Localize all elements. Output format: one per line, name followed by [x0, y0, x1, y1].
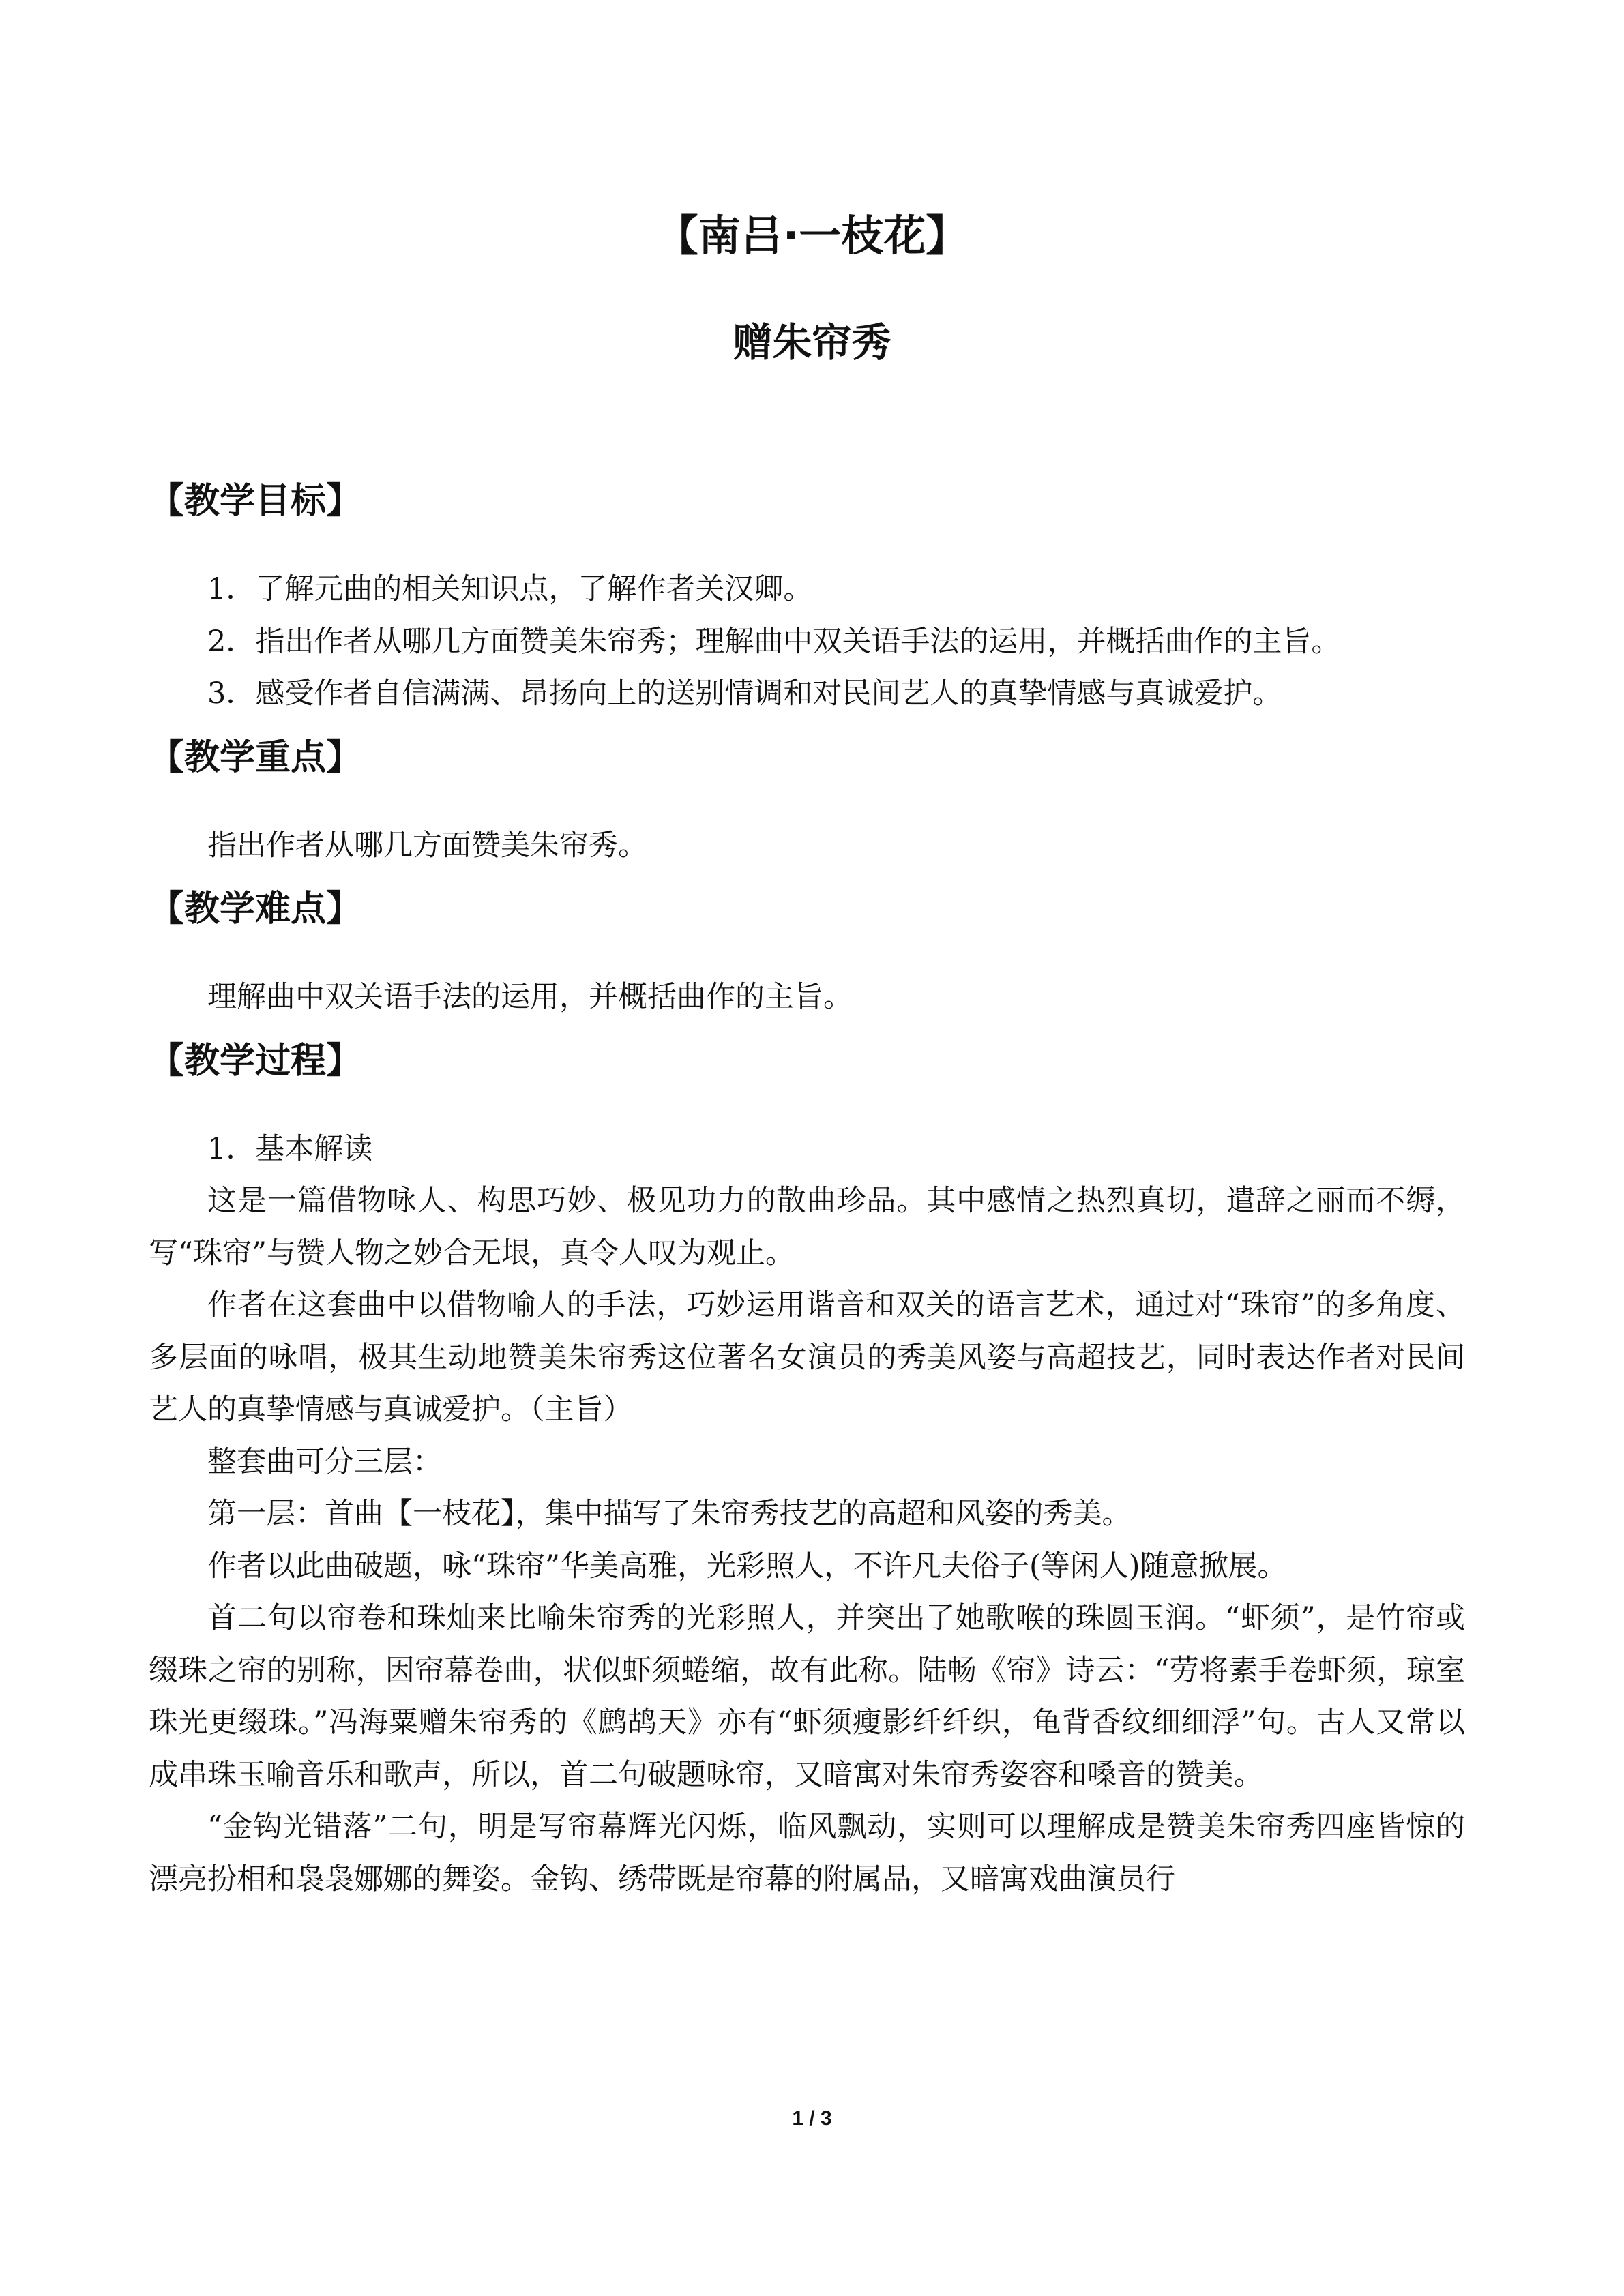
- process-paragraph: 1．基本解读: [207, 1131, 373, 1166]
- process-paragraph: 第一层：首曲【一枝花】，集中描写了朱帘秀技艺的高超和风姿的秀美。: [207, 1497, 1132, 1531]
- document-title: 【南吕·一枝花】: [655, 211, 969, 260]
- process-paragraph: 作者以此曲破题，咏“珠帘”华美高雅，光彩照人，不许凡夫俗子(等闲人)随意掀展。: [207, 1549, 1287, 1583]
- section-heading-difficulty: 【教学难点】: [149, 889, 362, 929]
- process-paragraph: “金钩光错落”二句，明是写帘幕辉光闪烁，临风飘动，实则可以理解成是赞美朱帘秀四座皆惊的漂亮扮相和袅袅娜娜的舞姿。金钩、绣带既是帘幕的附属品，又暗寓戏曲演员行: [149, 1810, 1465, 1896]
- difficulty-text: 理解曲中双关语手法的运用，并概括曲作的主旨。: [207, 980, 853, 1014]
- objective-item: 3．感受作者自信满满、昂扬向上的送别情调和对民间艺人的真挚情感与真诚爱护。: [207, 676, 1282, 711]
- page-number: 1 / 3: [792, 2107, 832, 2130]
- document-subtitle: 赠朱帘秀: [733, 319, 891, 366]
- objective-item: 2．指出作者从哪几方面赞美朱帘秀；理解曲中双关语手法的运用，并概括曲作的主旨。: [207, 624, 1341, 659]
- process-paragraph: 首二句以帘卷和珠灿来比喻朱帘秀的光彩照人，并突出了她歌喉的珠圆玉润。“虾须”，是竹帘或缀珠之帘的别称，因帘幕卷曲，状似虾须蜷缩，故有此称。陆畅《帘》诗云：“劳将素手卷虾须，琼室珠光更缀珠。”冯海粟赠朱帘秀的《鹧鸪天》亦有“虾须瘦影纤纤织，龟背香纹细细浮”句。古人又常以成串珠玉喻音乐和歌声，所以，首二句破题咏帘，又暗寓对朱帘秀姿容和嗓音的赞美。: [149, 1601, 1465, 1792]
- section-heading-key-point: 【教学重点】: [149, 736, 362, 778]
- page-edge: [0, 0, 1624, 1]
- section-heading-objectives: 【教学目标】: [149, 481, 362, 522]
- key-point-text: 指出作者从哪几方面赞美朱帘秀。: [207, 828, 647, 863]
- section-heading-process: 【教学过程】: [149, 1040, 362, 1082]
- process-paragraph: 整套曲可分三层：: [207, 1444, 442, 1479]
- process-paragraph: 这是一篇借物咏人、构思巧妙、极见功力的散曲珍品。其中感情之热烈真切，遣辞之丽而不缛，写“珠帘”与赞人物之妙合无垠，真令人叹为观止。: [149, 1184, 1465, 1270]
- document-body: [149, 464, 1465, 1905]
- objective-item: 1．了解元曲的相关知识点，了解作者关汉卿。: [207, 572, 813, 606]
- title-block: [0, 205, 1624, 374]
- process-paragraph: 作者在这套曲中以借物喻人的手法，巧妙运用谐音和双关的语言艺术，通过对“珠帘”的多角度、多层面的咏唱，极其生动地赞美朱帘秀这位著名女演员的秀美风姿与高超技艺，同时表达作者对民间艺人的真挚情感与真诚爱护。（主旨）: [149, 1288, 1465, 1427]
